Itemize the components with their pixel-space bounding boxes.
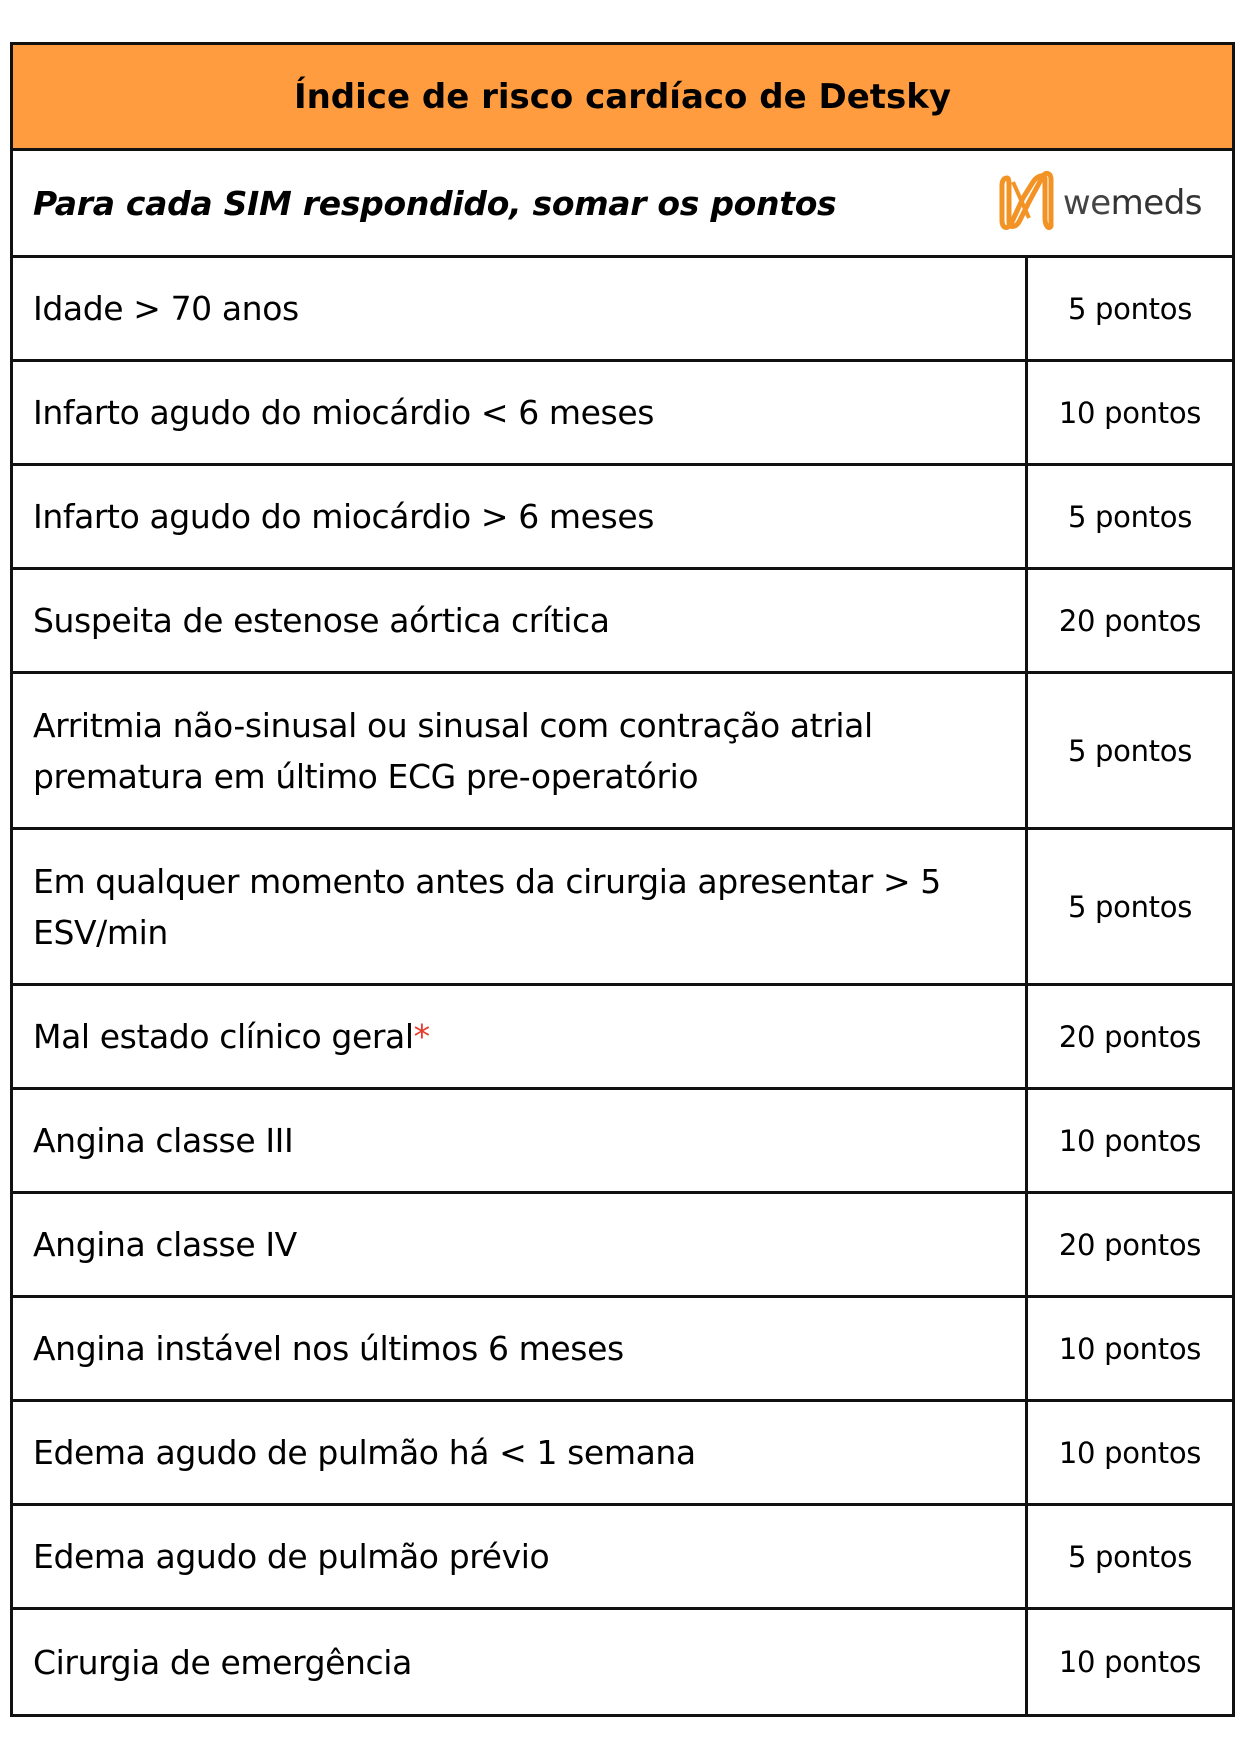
- criterion: Arritmia não-sinusal ou sinusal com contração atrial prematura em último ECG pre-operatório: [13, 674, 1028, 827]
- criterion: Infarto agudo do miocárdio > 6 meses: [13, 466, 1028, 567]
- points: 10 pontos: [1058, 1645, 1202, 1679]
- table-row: [13, 570, 1232, 674]
- table-row: [13, 258, 1232, 362]
- points: 10 pontos: [1058, 1123, 1202, 1158]
- criterion: Idade > 70 anos: [13, 258, 1028, 359]
- points: 20 pontos: [1058, 1227, 1202, 1262]
- points: 10 pontos: [1058, 395, 1202, 430]
- table-row: [13, 1506, 1232, 1610]
- wemeds-logo-icon: [999, 168, 1055, 238]
- criterion: Edema agudo de pulmão há < 1 semana: [13, 1402, 1028, 1503]
- criterion: Cirurgia de emergência: [13, 1610, 1028, 1714]
- criterion: Angina classe III: [13, 1090, 1028, 1191]
- points: 5 pontos: [1067, 1539, 1193, 1574]
- table-row: [13, 1194, 1232, 1298]
- subtitle: Para cada SIM respondido, somar os pontos: [33, 183, 837, 223]
- points: 5 pontos: [1067, 889, 1193, 924]
- table-row: [13, 1298, 1232, 1402]
- criterion: Angina instável nos últimos 6 meses: [13, 1298, 1028, 1399]
- footnote-asterisk: *: [413, 1017, 430, 1056]
- points: 5 pontos: [1067, 733, 1193, 768]
- criterion: Suspeita de estenose aórtica crítica: [13, 570, 1028, 671]
- detsky-risk-table: [10, 42, 1235, 1717]
- table-title: Índice de risco cardíaco de Detsky: [13, 45, 1232, 151]
- table-row: [13, 830, 1232, 986]
- subtitle-row: [13, 151, 1232, 258]
- points: 10 pontos: [1058, 1331, 1202, 1366]
- criterion: Edema agudo de pulmão prévio: [13, 1506, 1028, 1607]
- table-row: [13, 986, 1232, 1090]
- logo-text: wemeds: [1062, 183, 1202, 223]
- table-row: [13, 1610, 1232, 1714]
- criterion: Mal estado clínico geral *: [13, 986, 1028, 1087]
- table-row: [13, 674, 1232, 830]
- points: 20 pontos: [1058, 1019, 1202, 1054]
- points: 5 pontos: [1067, 499, 1193, 534]
- criterion: Infarto agudo do miocárdio < 6 meses: [13, 362, 1028, 463]
- points: 10 pontos: [1058, 1435, 1202, 1470]
- wemeds-logo: [999, 168, 1202, 238]
- table-row: [13, 466, 1232, 570]
- points: 5 pontos: [1067, 291, 1193, 326]
- table-row: [13, 1402, 1232, 1506]
- criterion: Em qualquer momento antes da cirurgia apresentar > 5 ESV/min: [13, 830, 1028, 983]
- points: 20 pontos: [1058, 603, 1202, 638]
- table-row: [13, 362, 1232, 466]
- criterion: Angina classe IV: [13, 1194, 1028, 1295]
- table-row: [13, 1090, 1232, 1194]
